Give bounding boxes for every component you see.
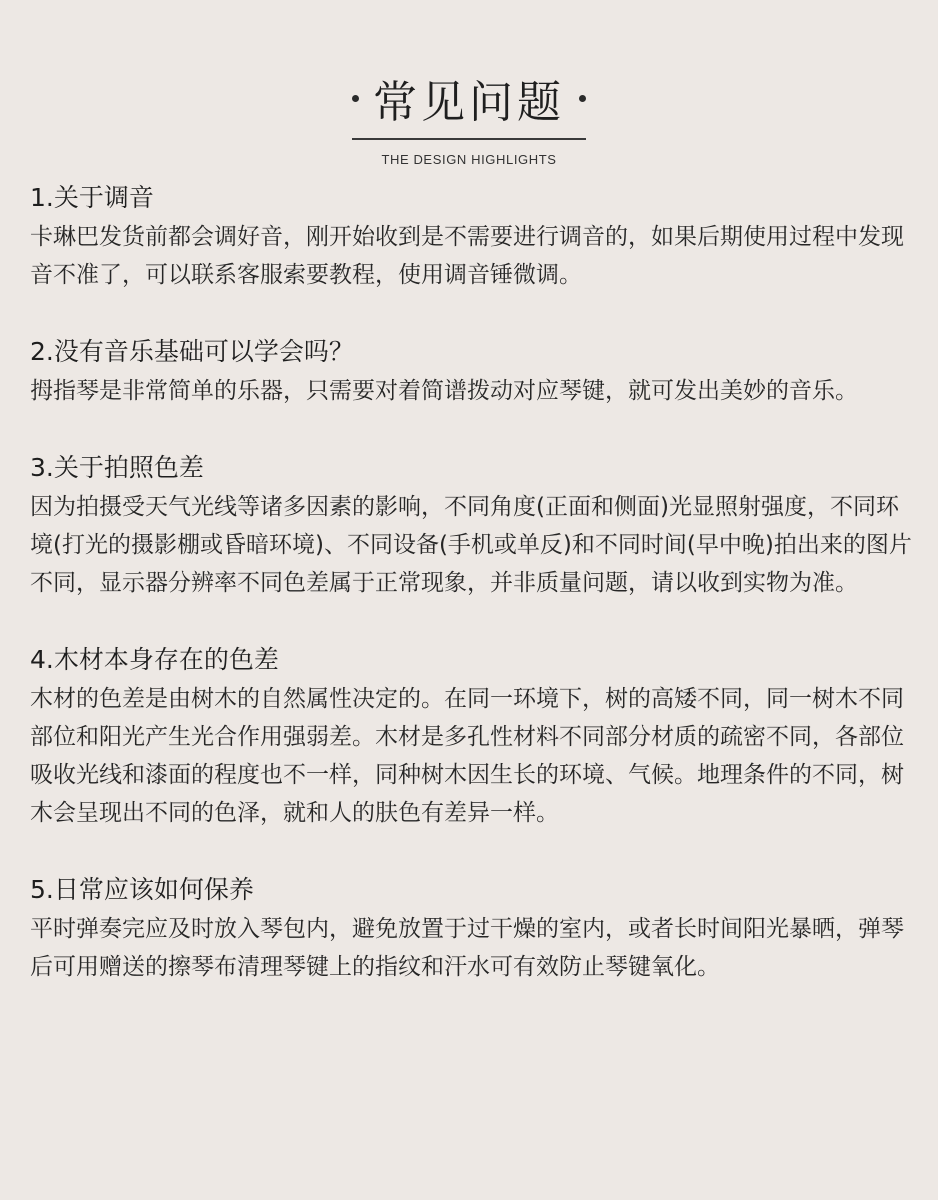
faq-item [30, 870, 914, 986]
faq-question: 3.关于拍照色差 [30, 453, 204, 482]
faq-answer: 拇指琴是非常简单的乐器，只需要对着简谱拨动对应琴键，就可发出美妙的音乐。 [30, 378, 858, 404]
faq-list [30, 178, 914, 1024]
faq-question: 5.日常应该如何保养 [30, 875, 254, 904]
faq-item [30, 178, 914, 294]
faq-answer: 卡琳巴发货前都会调好音，刚开始收到是不需要进行调音的，如果后期使用过程中发现音不准了，可以联系客服索要教程，使用调音锤微调。 [30, 224, 904, 288]
page-header [0, 62, 938, 167]
title-dot-right [579, 95, 586, 102]
faq-answer: 因为拍摄受天气光线等诸多因素的影响，不同角度(正面和侧面)光显照射强度，不同环境(打光的摄影棚或昏暗环境)、不同设备(手机或单反)和不同时间(早中晚)拍出来的图片不同，显示器分辨率不同色差属于正常现象，并非质量问题，请以收到实物为准。 [30, 494, 912, 596]
faq-question: 1.关于调音 [30, 183, 154, 212]
title-dot-left [352, 95, 359, 102]
faq-question: 4.木材本身存在的色差 [30, 645, 279, 674]
faq-answer: 平时弹奏完应及时放入琴包内，避免放置于过干燥的室内，或者长时间阳光暴晒，弹琴后可用赠送的擦琴布清理琴键上的指纹和汗水可有效防止琴键氧化。 [30, 916, 904, 980]
faq-item [30, 332, 914, 410]
title-divider [352, 138, 586, 140]
faq-question: 2.没有音乐基础可以学会吗？ [30, 337, 354, 366]
page-subtitle: THE DESIGN HIGHLIGHTS [381, 152, 557, 167]
faq-answer: 木材的色差是由树木的自然属性决定的。在同一环境下，树的高矮不同，同一树木不同部位和阳光产生光合作用强弱差。木材是多孔性材料不同部分材质的疏密不同，各部位吸收光线和漆面的程度也不一样，同种树木因生长的环境、气候。地理条件的不同，树木会呈现出不同的色泽，就和人的肤色有差异一样。 [30, 686, 904, 826]
title-row [0, 62, 938, 134]
faq-item [30, 448, 914, 602]
faq-item [30, 640, 914, 832]
page-title: 常见问题 [373, 77, 565, 128]
